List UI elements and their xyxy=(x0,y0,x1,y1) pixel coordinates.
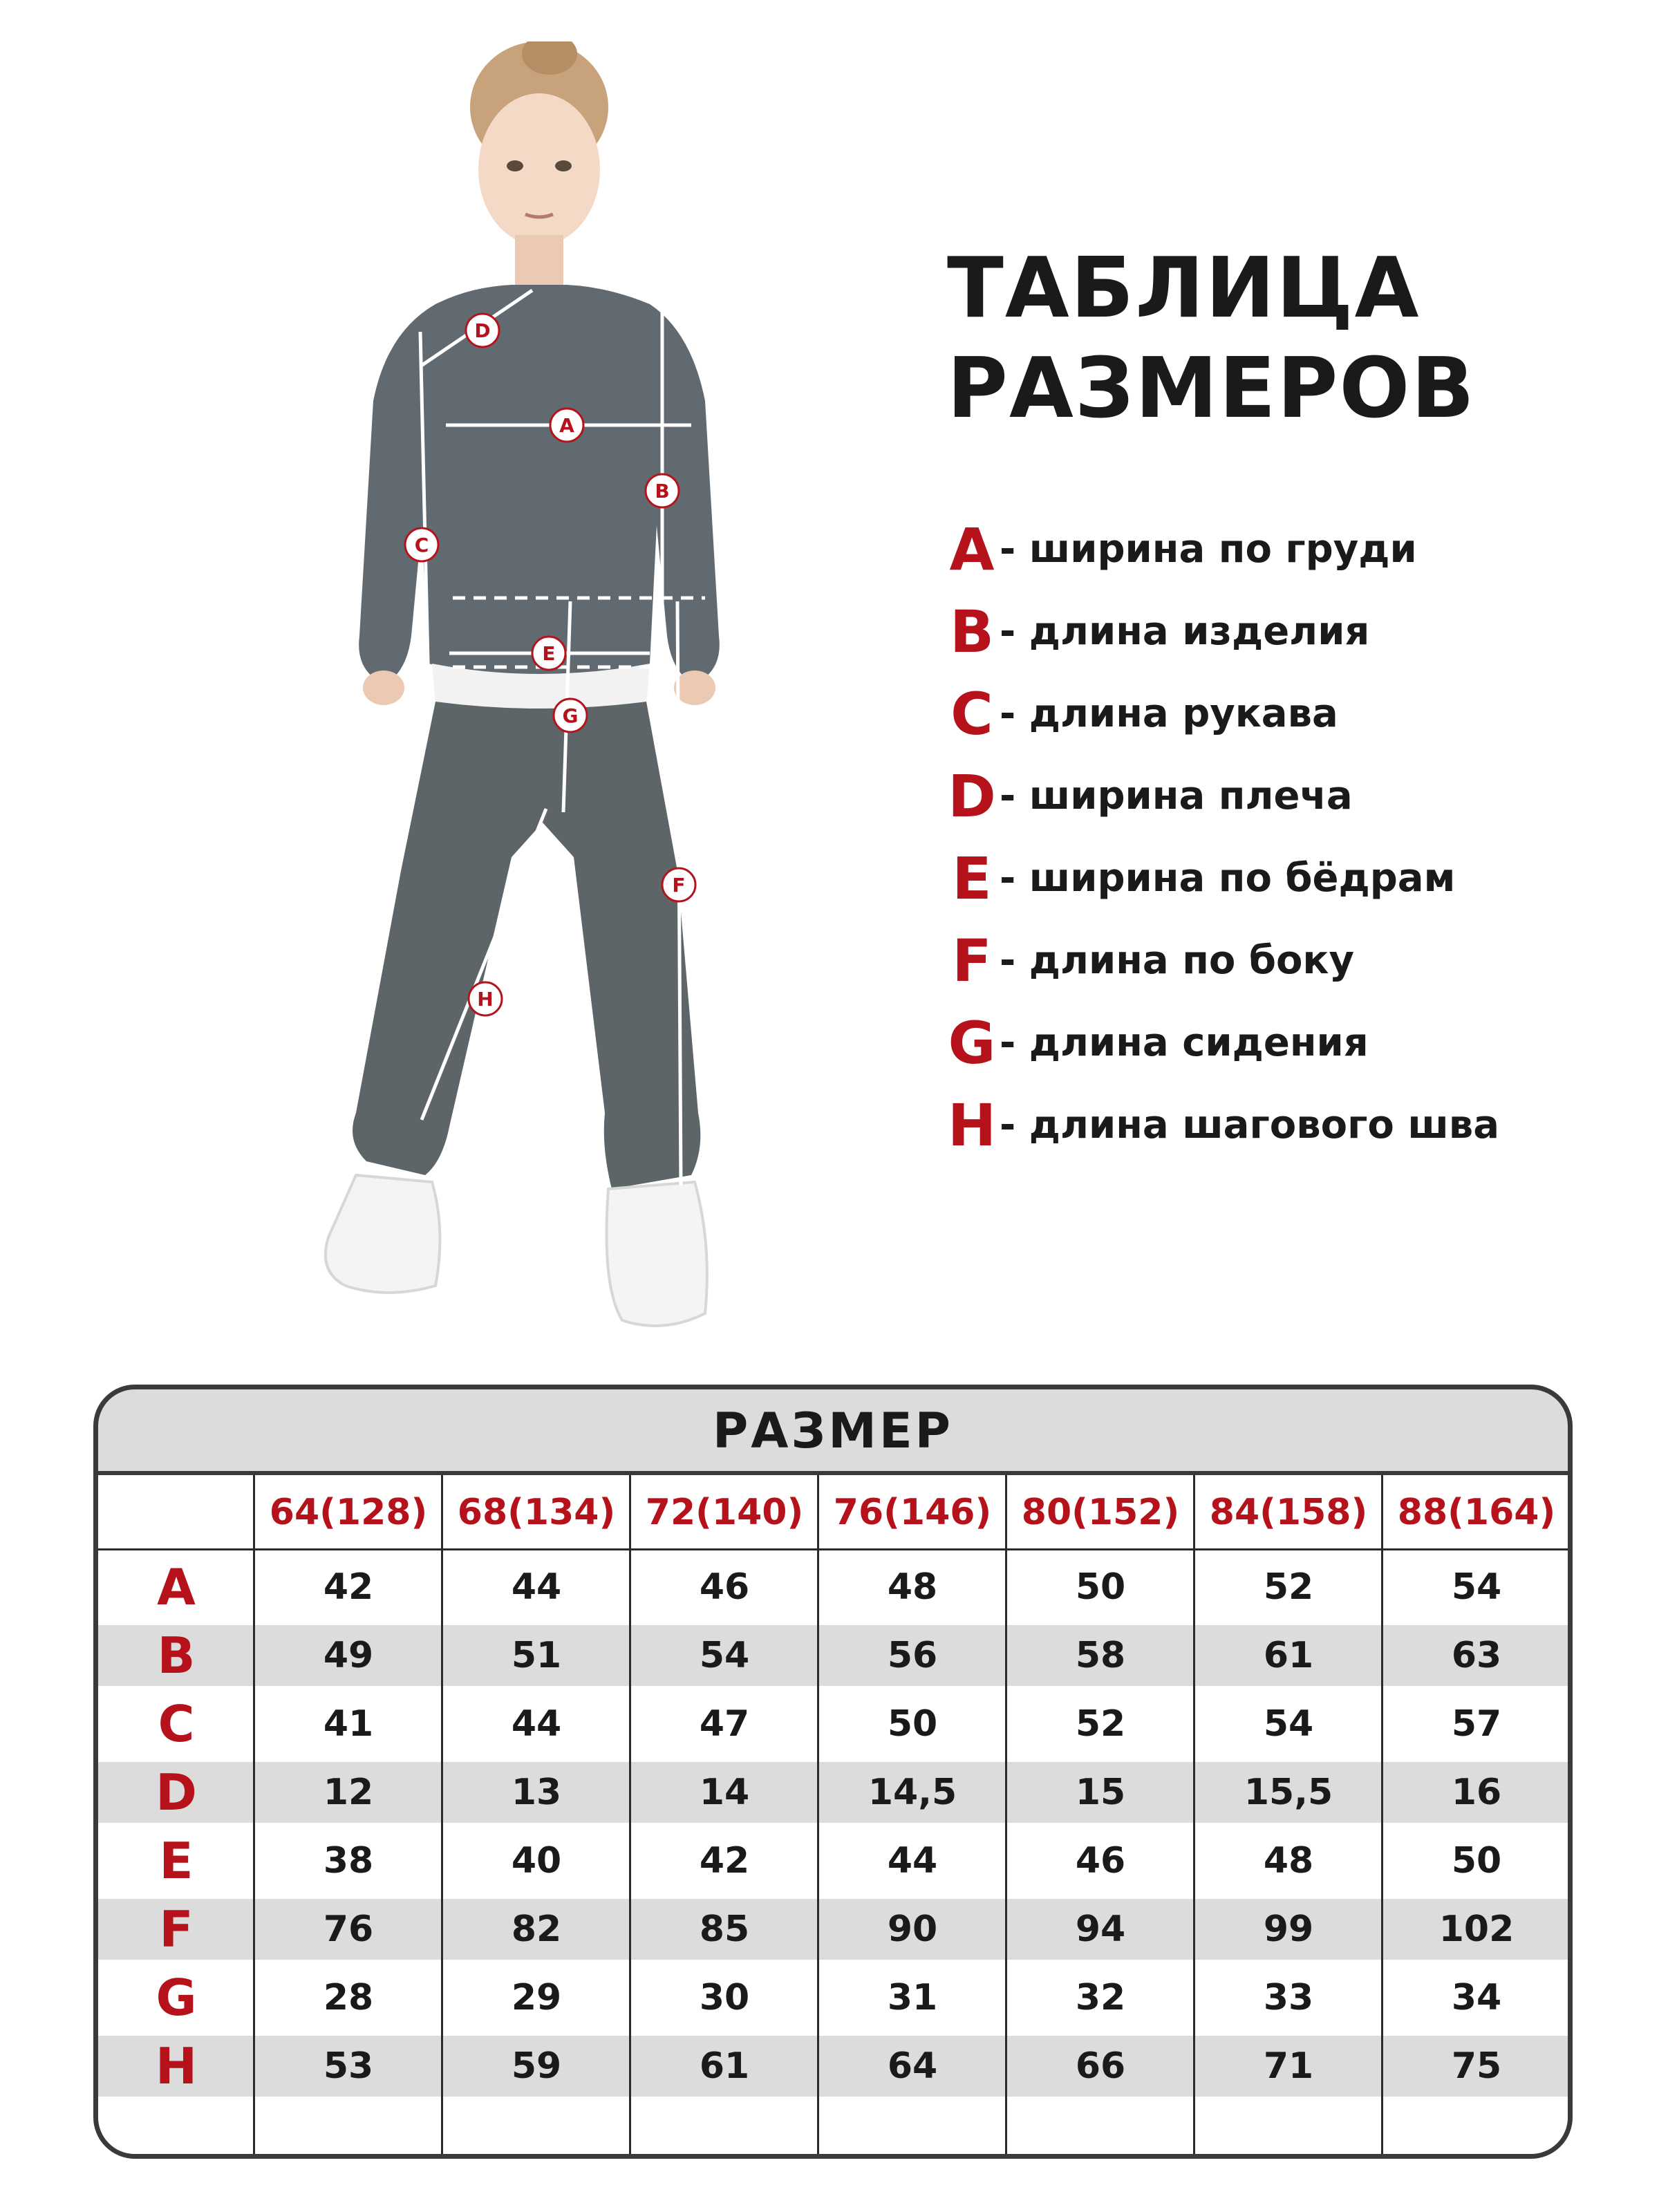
legend-letter: G xyxy=(948,1009,996,1077)
table-cell: 64 xyxy=(887,2045,938,2087)
table-cell: 33 xyxy=(1263,1977,1314,2018)
marker-b xyxy=(646,474,679,507)
table-cell: 44 xyxy=(887,1840,938,1882)
legend-letter: C xyxy=(950,679,993,748)
table-cell: 61 xyxy=(699,2045,750,2087)
table-cell: 46 xyxy=(1075,1840,1126,1882)
marker-a xyxy=(550,409,583,442)
marker-e xyxy=(532,637,565,670)
child-figure-illustration xyxy=(263,41,816,1355)
table-cell: 28 xyxy=(323,1977,374,2018)
grid-line-vertical xyxy=(1381,1475,1383,2159)
table-cell: 75 xyxy=(1451,2045,1502,2087)
grid-line-vertical xyxy=(1193,1475,1195,2159)
row-label: D xyxy=(156,1763,197,1821)
size-column-header: 80(152) xyxy=(1021,1492,1180,1533)
right-eye xyxy=(555,160,572,171)
page-title-line-2: РАЗМЕРОВ xyxy=(947,341,1476,437)
table-cell: 58 xyxy=(1075,1635,1126,1676)
left-eye xyxy=(507,160,523,171)
table-cell: 56 xyxy=(887,1635,938,1676)
legend-description: - длина изделия xyxy=(1000,609,1370,654)
marker-d xyxy=(466,314,499,347)
page-title xyxy=(947,238,1569,439)
size-column-header: 76(146) xyxy=(833,1492,992,1533)
table-cell: 52 xyxy=(1075,1703,1126,1745)
row-label: E xyxy=(159,1832,194,1890)
table-cell: 47 xyxy=(699,1703,750,1745)
size-column-header: 64(128) xyxy=(269,1492,428,1533)
table-cell: 42 xyxy=(699,1840,750,1882)
table-cell: 12 xyxy=(323,1772,374,1813)
row-label: A xyxy=(157,1558,196,1616)
table-cell: 82 xyxy=(511,1909,562,1950)
table-cell: 34 xyxy=(1451,1977,1502,2018)
legend-item-f xyxy=(947,919,1638,1002)
table-cell: 46 xyxy=(699,1566,750,1608)
row-label: F xyxy=(159,1900,194,1958)
legend-description: - ширина по груди xyxy=(1000,527,1417,572)
svg-text:E: E xyxy=(542,642,556,665)
svg-text:D: D xyxy=(474,319,491,342)
table-cell: 50 xyxy=(1451,1840,1502,1882)
svg-text:H: H xyxy=(477,988,494,1011)
size-column-header: 68(134) xyxy=(457,1492,616,1533)
table-cell: 14,5 xyxy=(868,1772,957,1813)
table-cell: 66 xyxy=(1075,2045,1126,2087)
table-cell: 32 xyxy=(1075,1977,1126,2018)
table-cell: 48 xyxy=(887,1566,938,1608)
legend-item-e xyxy=(947,837,1638,919)
table-cell: 53 xyxy=(323,2045,374,2087)
right-shoe xyxy=(607,1182,707,1326)
svg-text:G: G xyxy=(562,704,579,727)
row-label: C xyxy=(158,1695,195,1753)
table-cell: 44 xyxy=(511,1703,562,1745)
marker-g xyxy=(554,699,587,732)
legend-description: - ширина по бёдрам xyxy=(1000,856,1456,901)
svg-text:F: F xyxy=(672,874,686,897)
grid-line-vertical xyxy=(441,1475,443,2159)
table-cell: 54 xyxy=(1451,1566,1502,1608)
table-cell: 94 xyxy=(1075,1909,1126,1950)
pants xyxy=(353,702,700,1189)
svg-text:C: C xyxy=(414,534,429,556)
measurement-legend xyxy=(947,508,1638,1166)
legend-letter: B xyxy=(949,597,995,666)
marker-h xyxy=(469,982,502,1015)
table-cell: 13 xyxy=(511,1772,562,1813)
face xyxy=(478,93,600,245)
row-label: G xyxy=(156,1969,197,2027)
legend-description: - ширина плеча xyxy=(1000,774,1353,818)
table-cell: 76 xyxy=(323,1909,374,1950)
legend-item-b xyxy=(947,590,1638,673)
size-column-header: 72(140) xyxy=(645,1492,804,1533)
table-cell: 71 xyxy=(1263,2045,1314,2087)
table-cell: 52 xyxy=(1263,1566,1314,1608)
table-cell: 59 xyxy=(511,2045,562,2087)
neck xyxy=(515,235,563,287)
grid-line-horizontal xyxy=(98,1548,1568,1550)
legend-item-c xyxy=(947,673,1638,755)
left-hand xyxy=(363,671,404,705)
size-table-body xyxy=(98,1475,1568,2159)
table-cell: 15 xyxy=(1075,1772,1126,1813)
table-cell: 16 xyxy=(1451,1772,1502,1813)
legend-letter: F xyxy=(952,926,992,995)
table-cell: 38 xyxy=(323,1840,374,1882)
legend-description: - длина сидения xyxy=(1000,1020,1369,1065)
legend-item-d xyxy=(947,755,1638,837)
legend-letter: E xyxy=(952,844,992,912)
size-table-header: РАЗМЕР xyxy=(98,1389,1568,1475)
size-column-header: 88(164) xyxy=(1397,1492,1556,1533)
grid-line-vertical xyxy=(1005,1475,1007,2159)
table-cell: 90 xyxy=(887,1909,938,1950)
table-cell: 30 xyxy=(699,1977,750,2018)
table-cell: 29 xyxy=(511,1977,562,2018)
legend-description: - длина шагового шва xyxy=(1000,1103,1500,1147)
legend-item-g xyxy=(947,1002,1638,1084)
table-cell: 61 xyxy=(1263,1635,1314,1676)
grid-line-vertical xyxy=(253,1475,255,2159)
table-cell: 42 xyxy=(323,1566,374,1608)
table-cell: 48 xyxy=(1263,1840,1314,1882)
size-column-header: 84(158) xyxy=(1209,1492,1368,1533)
grid-line-vertical xyxy=(817,1475,819,2159)
table-cell: 102 xyxy=(1438,1909,1515,1950)
grid-line-vertical xyxy=(629,1475,631,2159)
legend-description: - длина по боку xyxy=(1000,938,1354,983)
table-cell: 51 xyxy=(511,1635,562,1676)
row-label: B xyxy=(157,1627,196,1685)
legend-item-h xyxy=(947,1084,1638,1166)
legend-letter: H xyxy=(947,1091,997,1159)
marker-f xyxy=(662,868,695,901)
row-label: H xyxy=(155,2037,198,2095)
table-cell: 44 xyxy=(511,1566,562,1608)
page-title-line-1: ТАБЛИЦА xyxy=(947,241,1421,337)
svg-text:A: A xyxy=(559,414,574,437)
left-shoe xyxy=(326,1175,440,1293)
right-hand xyxy=(674,671,715,705)
table-cell: 99 xyxy=(1263,1909,1314,1950)
marker-c xyxy=(405,528,438,561)
table-cell: 41 xyxy=(323,1703,374,1745)
size-table xyxy=(93,1385,1573,2159)
table-cell: 57 xyxy=(1451,1703,1502,1745)
table-cell: 15,5 xyxy=(1244,1772,1333,1813)
table-cell: 40 xyxy=(511,1840,562,1882)
legend-item-a xyxy=(947,508,1638,590)
table-cell: 50 xyxy=(887,1703,938,1745)
table-cell: 49 xyxy=(323,1635,374,1676)
table-cell: 85 xyxy=(699,1909,750,1950)
legend-letter: A xyxy=(949,515,995,583)
table-cell: 54 xyxy=(699,1635,750,1676)
svg-text:B: B xyxy=(655,480,670,503)
legend-letter: D xyxy=(948,762,996,830)
table-cell: 31 xyxy=(887,1977,938,2018)
table-cell: 54 xyxy=(1263,1703,1314,1745)
table-cell: 50 xyxy=(1075,1566,1126,1608)
table-cell: 63 xyxy=(1451,1635,1502,1676)
legend-description: - длина рукава xyxy=(1000,691,1338,736)
table-cell: 14 xyxy=(699,1772,750,1813)
